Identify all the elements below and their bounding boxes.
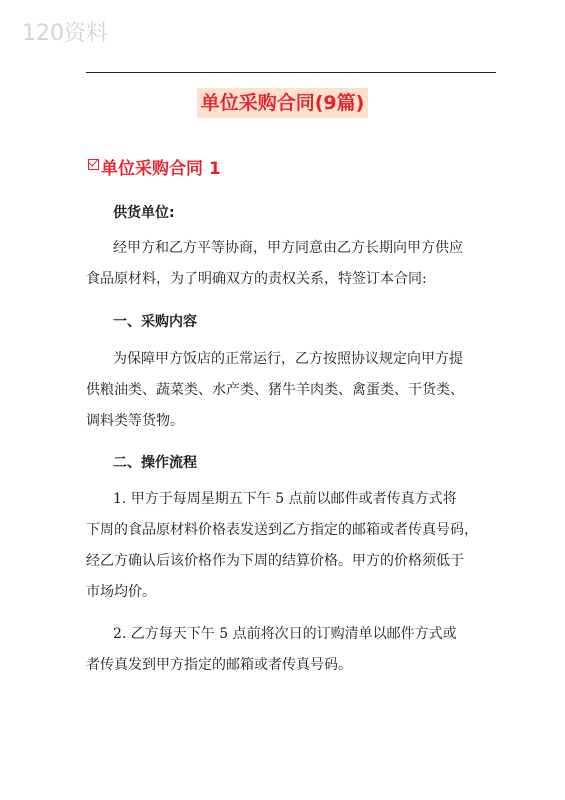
paragraph-line: 下周的食品原材料价格表发送到乙方指定的邮箱或者传真号码， [86, 522, 478, 538]
paragraph-line: 经甲方和乙方平等协商，甲方同意由乙方长期向甲方供应 [113, 240, 463, 256]
paragraph-line: 1. 甲方于每周星期五下午 5 点前以邮件或者传真方式将 [113, 491, 457, 507]
paragraph-line: 供粮油类、蔬菜类、水产类、猪牛羊肉类、禽蛋类、干货类、 [86, 382, 464, 398]
heading-two: 二、操作流程 [113, 455, 197, 471]
checkbox-icon [88, 159, 99, 170]
paragraph-line: 食品原材料，为了明确双方的责权关系，特签订本合同: [86, 271, 427, 287]
paragraph-line: 者传真发到甲方指定的邮箱或者传真号码。 [86, 657, 352, 673]
paragraph-line: 为保障甲方饭店的正常运行，乙方按照协议规定向甲方提 [113, 351, 463, 367]
heading-one: 一、采购内容 [113, 314, 197, 330]
supplier-label: 供货单位: [113, 205, 175, 221]
title-container [0, 88, 565, 118]
header-rule [86, 72, 496, 73]
section-heading-text: 单位采购合同 1 [101, 159, 221, 179]
document-title: 单位采购合同(9篇) [197, 88, 369, 118]
paragraph-line: 2. 乙方每天下午 5 点前将次日的订购清单以邮件方式或 [113, 626, 457, 642]
section-heading [88, 158, 221, 180]
watermark: 120资料 [22, 21, 108, 46]
paragraph-line: 调料类等货物。 [86, 413, 184, 429]
paragraph-line: 市场均价。 [86, 584, 156, 600]
paragraph-line: 经乙方确认后该价格作为下周的结算价格。甲方的价格须低于 [86, 553, 464, 569]
